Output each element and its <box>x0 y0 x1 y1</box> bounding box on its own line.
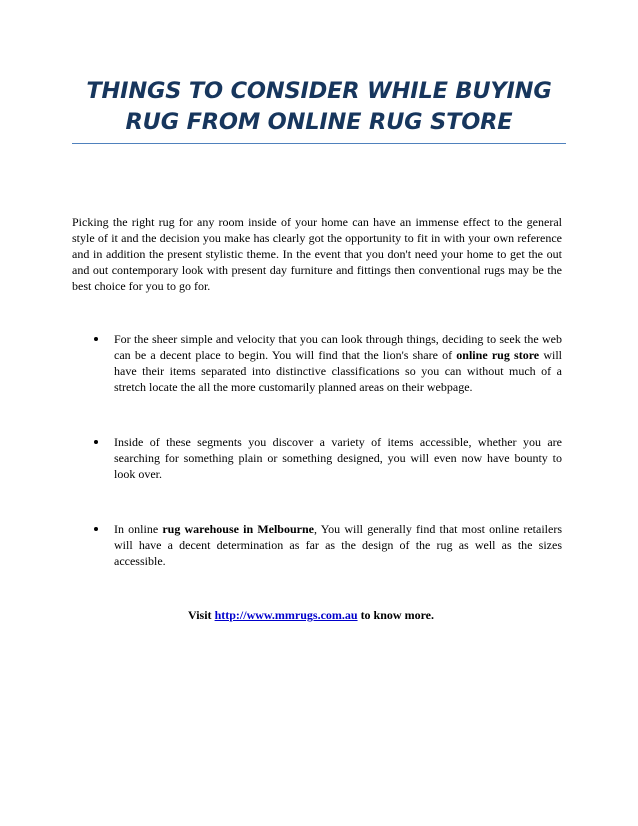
bullet-1-bold-keyword: online rug store <box>456 348 540 362</box>
bullet-3-text-before: In online <box>114 522 163 536</box>
page-title <box>72 76 566 138</box>
bullet-1-text-after: will have their items separated into distinctive classifications so you can without much of a stretch locate the all the more customarily planned areas on their webpage. <box>114 348 562 394</box>
title-line-2: RUG FROM ONLINE RUG STORE <box>125 109 513 135</box>
bullet-text-1 <box>114 331 562 395</box>
intro-paragraph: Picking the right rug for any room inside of your home can have an immense effect to the general style of it and the decision you make has clearly got the opportunity to fit in with your own reference and in addition the present stylistic theme. In the event that you don't need your home to get the out and out contemporary look with present day furniture and fittings then conventional rugs may be the best choice for you to go for. <box>72 215 562 293</box>
bullet-3-text-after: , You will generally find that most online retailers will have a decent determination as far as the design of the rug as well as the sizes accessible. <box>114 522 562 568</box>
bullet-text-2: Inside of these segments you discover a variety of items accessible, whether you are searching for something plain or something designed, you will even now have bounty to look over. <box>114 435 562 481</box>
visit-suffix: to know more. <box>357 608 435 622</box>
bullet-text-3 <box>114 521 562 569</box>
website-link[interactable]: http://www.mmrugs.com.au <box>214 608 358 622</box>
bullet-dot-icon <box>94 527 98 531</box>
bullet-dot-icon <box>94 440 98 444</box>
bullet-1-text-before: For the sheer simple and velocity that you can look through things, deciding to seek the web can be a decent place to begin. You will find that the lion's share of <box>114 332 562 362</box>
visit-prefix: Visit <box>188 608 215 622</box>
bullet-3-bold-keyword: rug warehouse in Melbourne <box>162 522 314 536</box>
title-underline-rule <box>72 143 566 144</box>
bullet-dot-icon <box>94 337 98 341</box>
visit-line <box>188 607 434 623</box>
title-line-1: THINGS TO CONSIDER WHILE BUYING <box>86 78 552 104</box>
